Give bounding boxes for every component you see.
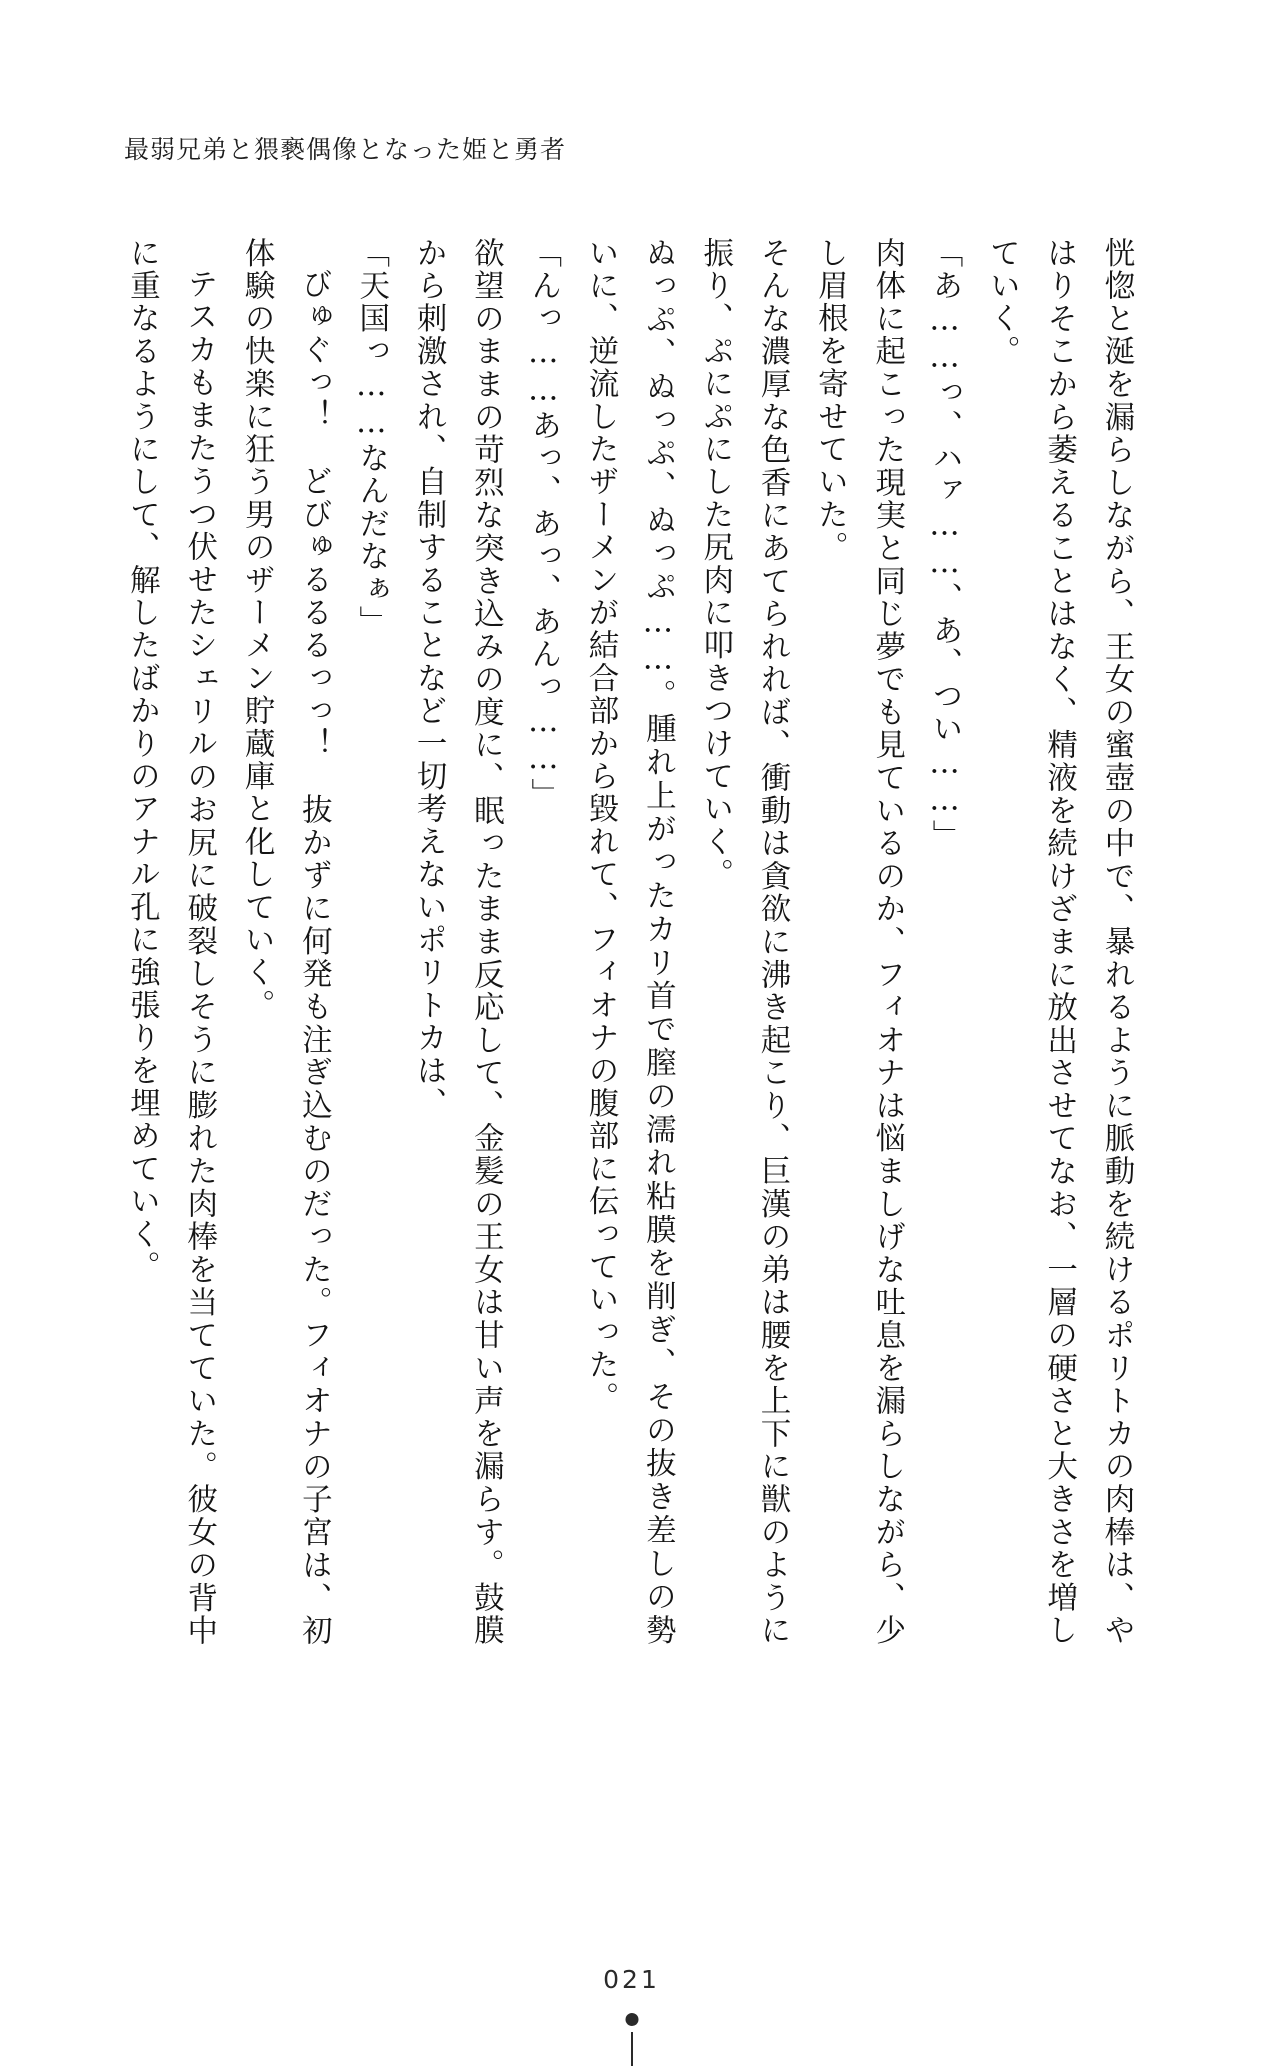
paragraph: 恍惚と涎を漏らしながら、王女の蜜壺の中で、暴れるように脈動を続けるポリトカの肉棒は、やはりそこから萎えることはなく、精液を続けざまに放出させてなお、一層の硬さと大きさを増していく。 <box>984 237 1134 1647</box>
paragraph: 欲望のままの苛烈な突き込みの度に、眠ったまま反応して、金髪の王女は甘い声を漏らす。鼓膜から刺激され、自制することなど一切考えないポリトカは、 <box>411 237 504 1647</box>
paragraph: 「んっ……あっ、あっ、あんっ……」 <box>525 237 561 811</box>
paragraph: ぬっぷ、ぬっぷ、ぬっぷ……。腫れ上がったカリ首で膣の濡れ粘膜を削ぎ、その抜き差しの勢いに、逆流したザーメンが結合部から毀れて、フィオナの腹部に伝っていった。 <box>583 237 676 1647</box>
paragraph: 肉体に起こった現実と同じ夢でも見ているのか、フィオナは悩ましげな吐息を漏らしながら、少し眉根を寄せていた。 <box>812 237 905 1647</box>
body-text-block <box>105 237 1145 1647</box>
paragraph: 「天国っ……なんだなぁ」 <box>353 237 389 639</box>
footer-rule-ornament <box>631 2032 633 2066</box>
paragraph: びゅぐっ！ どびゅるるるっっ！ 抜かずに何発も注ぎ込むのだった。フィオナの子宮は、初体験の快楽に狂う男のザーメン貯蔵庫と化していく。 <box>239 237 332 1647</box>
paragraph: 「あ……っ、ハァ……、あ、つい……」 <box>927 237 963 853</box>
paragraph: そんな濃厚な色香にあてられれば、衝動は貪欲に沸き起こり、巨漢の弟は腰を上下に獣のように振り、ぷにぷにした尻肉に叩きつけていく。 <box>697 237 791 1647</box>
footer-dot-ornament <box>625 2013 638 2026</box>
running-header: 最弱兄弟と猥褻偶像となった姫と勇者 <box>124 135 567 164</box>
page-number: 021 <box>603 1965 660 1994</box>
paragraph: テスカもまたうつ伏せたシェリルのお尻に破裂しそうに膨れた肉棒を当てていた。彼女の背中に重なるようにして、解したばかりのアナル孔に強張りを埋めていく。 <box>124 237 217 1647</box>
